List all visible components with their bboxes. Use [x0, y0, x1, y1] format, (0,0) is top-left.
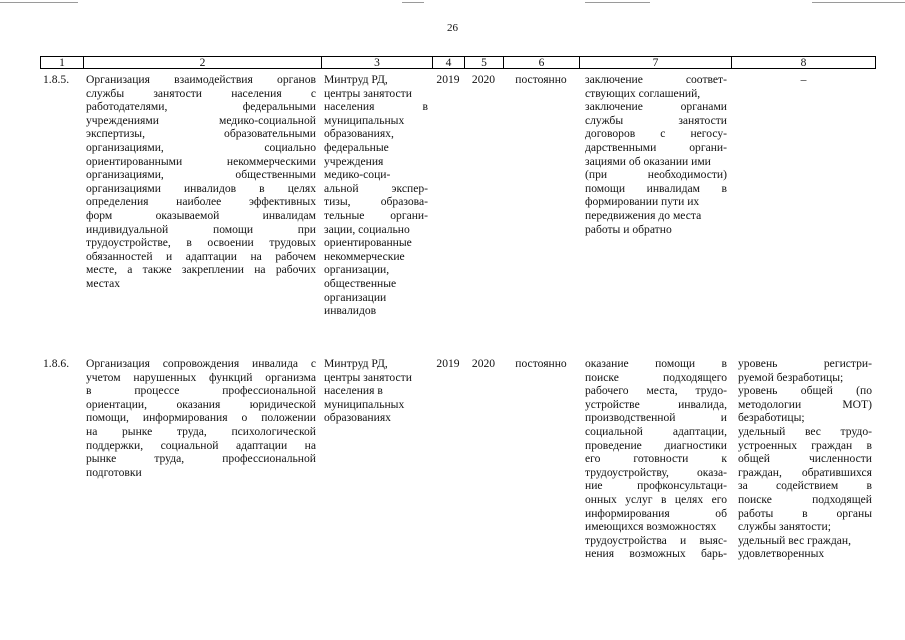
text-line: заключение органами [585, 100, 727, 114]
text-line: центры занятости [324, 370, 412, 384]
text-line: в процессе профессиональной [86, 384, 316, 398]
text-line: трудоустройству, оказа- [585, 465, 727, 479]
text-line: производственной и [585, 411, 727, 425]
text-line: поиске подходящей [738, 492, 872, 506]
text-line: некоммерческие [324, 249, 405, 263]
text-line: поиске подходящего [585, 370, 727, 384]
text-line: нения возможных барь- [585, 547, 727, 561]
text-line: образованиях [324, 411, 391, 425]
executors [324, 73, 428, 318]
text-line: ориентированными некоммерческими [86, 154, 316, 168]
text-line: оказание помощи в [585, 357, 727, 370]
header-col-3: 3 [321, 56, 432, 69]
text-line: образованиях, [324, 127, 394, 141]
text-line: рабочего места, трудо- [585, 384, 727, 398]
text-line: Организация сопровождения инвалида с [86, 357, 316, 370]
text-line: обязанностей и адаптации на рабочем [86, 249, 316, 263]
text-line: поддержки, социальной адаптации на [86, 438, 316, 452]
text-line: учетом нарушенных функций организма [86, 370, 316, 384]
header-col-4: 4 [432, 56, 464, 69]
text-line: центры занятости [324, 86, 412, 100]
text-line: трудоустройства и выяс- [585, 533, 727, 547]
text-line: альной экспер- [324, 181, 428, 195]
end-year: 2020 [471, 357, 496, 370]
text-line: договоров с негосу- [585, 127, 727, 141]
text-line: граждан, обратившихся [738, 465, 872, 479]
text-line: удовлетворенных [738, 547, 825, 561]
text-line: Минтруд РД, [324, 357, 388, 370]
text-line: передвижения до места [585, 208, 702, 222]
text-line: ориентированные [324, 236, 412, 250]
text-line: за содействием в [738, 479, 872, 493]
expected-result [585, 73, 727, 236]
text-line: дарственными органи- [585, 140, 727, 154]
text-line: онных услуг в целях его [585, 492, 727, 506]
text-line: его готовности к [585, 452, 727, 466]
text-line: методологии МОТ) [738, 397, 872, 411]
text-line: зациями об оказании ими [585, 154, 711, 168]
text-line: работодателями, федеральными [86, 100, 316, 114]
text-line: общей численности [738, 452, 872, 466]
header-col-6: 6 [503, 56, 579, 69]
text-line: удельный вес граждан, [738, 533, 852, 547]
text-line: ние профконсультаци- [585, 479, 727, 493]
header-col-1: 1 [40, 56, 83, 69]
text-line: муниципальных [324, 397, 405, 411]
measure-description [86, 357, 316, 479]
text-line: ствующих соглашений, [585, 86, 701, 100]
text-line: заключение соответ- [585, 73, 727, 86]
text-line: населения в [324, 384, 383, 398]
text-line: населения в [324, 100, 428, 114]
header-col-8: 8 [731, 56, 876, 69]
header-col-5: 5 [464, 56, 503, 69]
text-line: имеющихся возможностях [585, 520, 717, 534]
text-line: помощи, информирования о положении [86, 411, 316, 425]
text-line: определения наиболее эффективных [86, 195, 316, 209]
row-number: 1.8.5. [43, 73, 70, 86]
text-line: учреждения [324, 154, 384, 168]
page-number: 26 [447, 22, 458, 34]
text-line: форм оказываемой инвалидам [86, 208, 316, 222]
text-line: организации [324, 290, 387, 304]
text-line: тизы, образова- [324, 195, 428, 209]
text-line: формировании пути их [585, 195, 700, 209]
text-line: рынке труда, профессиональной [86, 452, 316, 466]
header-col-7: 7 [579, 56, 731, 69]
text-line: организациями, социально [86, 140, 316, 154]
text-line: работы и обратно [585, 222, 672, 236]
text-line: устройстве инвалида, [585, 397, 727, 411]
text-line: социальной адаптации, [585, 424, 727, 438]
header-col-2: 2 [83, 56, 321, 69]
text-line: информирования об [585, 506, 727, 520]
text-line: на рынке труда, психологической [86, 424, 316, 438]
text-line: удельный вес трудо- [738, 424, 872, 438]
text-line: устроенных граждан в [738, 438, 872, 452]
text-line: организациями инвалидов в целях [86, 181, 316, 195]
text-line: подготовки [86, 465, 142, 479]
text-line: службы занятости; [738, 520, 831, 534]
text-line: федеральные [324, 140, 389, 154]
text-line: (при необходимости) [585, 168, 727, 182]
text-line: ориентации, оказания юридической [86, 397, 316, 411]
text-line: трудоустройстве, в освоении трудовых [86, 236, 316, 250]
text-line: экспертизы, образовательными [86, 127, 316, 141]
start-year: 2019 [436, 73, 460, 86]
text-line: безработицы; [738, 411, 805, 425]
text-line: уровень общей (по [738, 384, 872, 398]
text-line: местах [86, 276, 121, 290]
text-line: индивидуальной помощи при [86, 222, 316, 236]
text-line: зации, социально [324, 222, 410, 236]
text-line: Минтруд РД, [324, 73, 388, 86]
text-line: месте, а также закреплении на рабочих [86, 263, 316, 277]
text-line: работы в органы [738, 506, 872, 520]
text-line: муниципальных [324, 113, 405, 127]
text-line: помощи инвалидам в [585, 181, 727, 195]
expected-result [585, 357, 727, 561]
executors [324, 357, 428, 425]
end-year: 2020 [471, 73, 496, 86]
scan-edge-marks [0, 0, 905, 6]
text-line: службы занятости [585, 113, 727, 127]
text-line: медико-соци- [324, 168, 391, 182]
text-line: Организация взаимодействия органов [86, 73, 316, 86]
text-line: общественные [324, 276, 397, 290]
text-line: проведение диагностики [585, 438, 727, 452]
start-year: 2019 [436, 357, 460, 370]
measure-description [86, 73, 316, 291]
frequency: постоянно [515, 357, 567, 370]
text-line: учреждениями медико-социальной [86, 113, 316, 127]
text-line: тельные органи- [324, 208, 428, 222]
text-line: организации, [324, 263, 390, 277]
text-line: инвалидов [324, 304, 377, 318]
indicator: – [800, 73, 807, 86]
text-line: организациями, общественными [86, 168, 316, 182]
text-line: руемой безработицы; [738, 370, 844, 384]
row-number: 1.8.6. [43, 357, 70, 370]
frequency: постоянно [515, 73, 567, 86]
text-line: уровень регистри- [738, 357, 872, 370]
text-line: службы занятости населения с [86, 86, 316, 100]
indicator [738, 357, 872, 561]
